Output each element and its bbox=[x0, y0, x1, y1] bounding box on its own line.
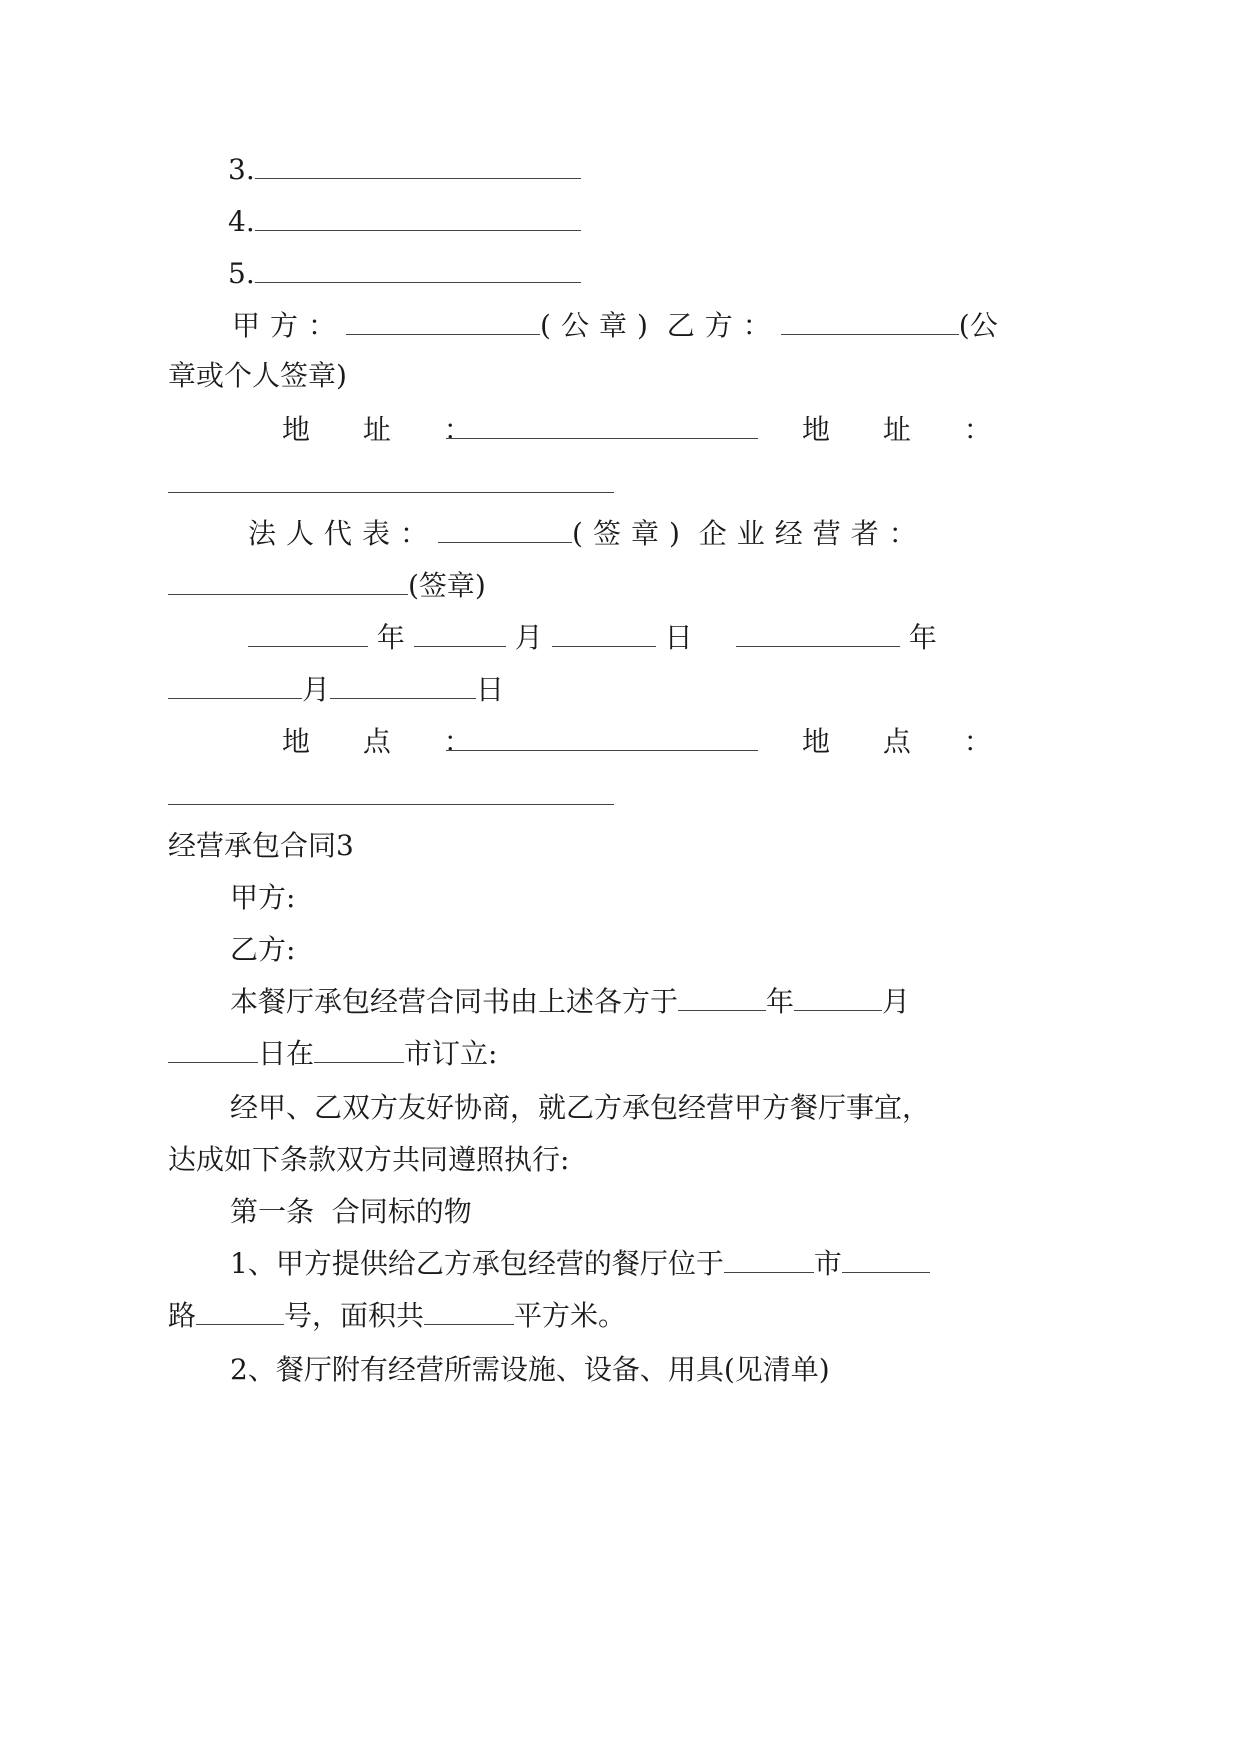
item-1-line-2 bbox=[168, 1296, 626, 1336]
intro-city-blank[interactable] bbox=[314, 1040, 404, 1063]
address-b-blank[interactable] bbox=[168, 464, 614, 504]
place-b-blank[interactable] bbox=[168, 776, 614, 816]
item-1-city: 市 bbox=[813, 1247, 842, 1280]
intro-line-1 bbox=[230, 982, 910, 1022]
list-number: 3. bbox=[228, 153, 255, 186]
place-b-label: 地 点 ： bbox=[802, 725, 1014, 758]
operator-blank[interactable] bbox=[168, 572, 408, 595]
legal-rep-label: 法人代表： bbox=[248, 517, 439, 550]
item-1-road-blank[interactable] bbox=[842, 1250, 930, 1273]
blank-line[interactable] bbox=[255, 260, 581, 283]
contract-party-b: 乙方: bbox=[230, 933, 296, 966]
day-label: 日 bbox=[664, 621, 693, 654]
month-blank-b[interactable] bbox=[168, 676, 302, 699]
list-item-4 bbox=[228, 202, 581, 242]
item-1-no-blank[interactable] bbox=[196, 1302, 284, 1325]
day-label-b: 日 bbox=[476, 673, 505, 706]
contract-party-a: 甲方: bbox=[230, 881, 296, 914]
date-line-b bbox=[736, 618, 937, 658]
list-item-5 bbox=[228, 254, 581, 294]
seal-b-label: (公 bbox=[958, 309, 998, 342]
list-number: 4. bbox=[228, 205, 255, 238]
item-2: 2、餐厅附有经营所需设施、设备、用具(见清单) bbox=[230, 1353, 830, 1386]
year-blank[interactable] bbox=[248, 624, 368, 647]
contract-title: 经营承包合同3 bbox=[168, 829, 354, 862]
place-a-label: 地 点 ： bbox=[282, 725, 494, 758]
blank-line[interactable] bbox=[255, 156, 581, 179]
item-1-line-1 bbox=[230, 1244, 930, 1284]
month-label: 月 bbox=[514, 621, 543, 654]
party-a-blank[interactable] bbox=[346, 312, 540, 335]
seal-a-label: (公章) bbox=[540, 309, 658, 342]
blank-line[interactable] bbox=[255, 208, 581, 231]
intro-line-2 bbox=[168, 1034, 497, 1074]
item-1-city-blank[interactable] bbox=[724, 1250, 814, 1273]
item-1-road: 路 bbox=[168, 1299, 197, 1332]
place-a-blank[interactable] bbox=[446, 722, 758, 762]
party-b-label: 乙方： bbox=[666, 309, 781, 342]
operator-label: 企业经营者： bbox=[698, 517, 927, 550]
intro-day-blank[interactable] bbox=[168, 1040, 258, 1063]
date-line-a bbox=[248, 618, 693, 658]
operator-line bbox=[168, 566, 486, 606]
intro-year-blank[interactable] bbox=[678, 988, 766, 1011]
sign-seal-b: (签章) bbox=[408, 569, 486, 602]
article-1-heading: 第一条 合同标的物 bbox=[230, 1195, 472, 1228]
intro-month-blank[interactable] bbox=[794, 988, 882, 1011]
month-blank[interactable] bbox=[414, 624, 506, 647]
sign-seal-a: (签章) bbox=[572, 517, 690, 550]
para-line-2: 达成如下条款双方共同遵照执行: bbox=[168, 1143, 570, 1176]
year-blank-b[interactable] bbox=[736, 624, 900, 647]
seal-b-continued: 章或个人签章) bbox=[168, 359, 347, 392]
party-b-blank[interactable] bbox=[781, 312, 959, 335]
legal-rep-line bbox=[248, 514, 927, 554]
legal-rep-blank[interactable] bbox=[438, 520, 572, 543]
date-line-b-cont bbox=[168, 670, 504, 710]
year-label-b: 年 bbox=[908, 621, 937, 654]
address-a-blank[interactable] bbox=[446, 410, 758, 450]
month-label-b: 月 bbox=[302, 673, 331, 706]
year-label: 年 bbox=[376, 621, 405, 654]
intro-day: 日在 bbox=[258, 1037, 315, 1070]
day-blank[interactable] bbox=[552, 624, 656, 647]
intro-city: 市订立: bbox=[404, 1037, 498, 1070]
address-a-label: 地 址 ： bbox=[282, 413, 494, 446]
item-1-area-blank[interactable] bbox=[424, 1302, 514, 1325]
list-number: 5. bbox=[228, 257, 255, 290]
intro-year: 年 bbox=[766, 985, 795, 1018]
item-1-unit: 平方米。 bbox=[514, 1299, 627, 1332]
para-line-1: 经甲、乙双方友好协商，就乙方承包经营甲方餐厅事宜， bbox=[230, 1091, 931, 1124]
day-blank-b[interactable] bbox=[330, 676, 476, 699]
intro-text: 本餐厅承包经营合同书由上述各方于 bbox=[230, 985, 679, 1018]
intro-month: 月 bbox=[882, 985, 911, 1018]
party-a-label: 甲方： bbox=[232, 309, 347, 342]
item-1-text: 1、甲方提供给乙方承包经营的餐厅位于 bbox=[230, 1247, 724, 1280]
item-1-no: 号，面积共 bbox=[284, 1299, 425, 1332]
party-line bbox=[232, 306, 998, 346]
address-b-label: 地 址 ： bbox=[802, 413, 1014, 446]
list-item-3 bbox=[228, 150, 581, 190]
